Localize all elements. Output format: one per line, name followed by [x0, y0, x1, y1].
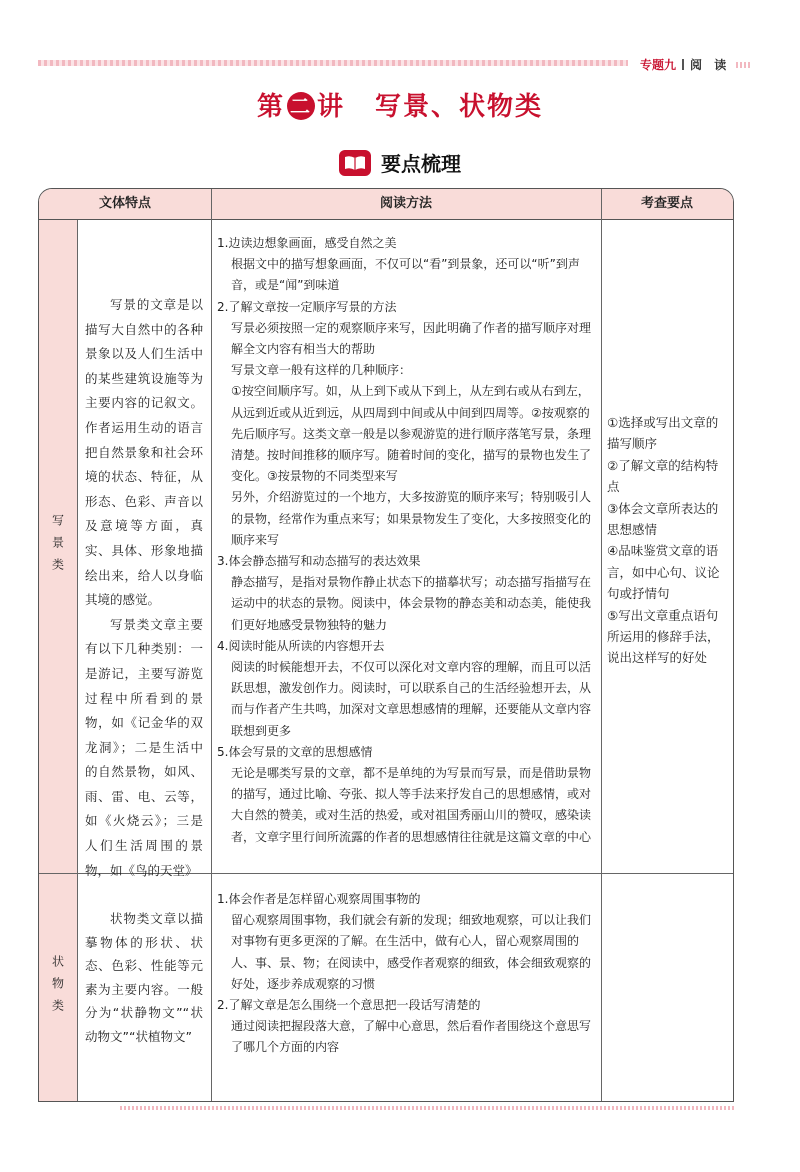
grid-line [77, 220, 78, 1101]
exam-point: ⑤写出文章重点语句所运用的修辞手法，说出这样写的好处 [607, 607, 720, 666]
points-cell-scenery [607, 412, 729, 669]
lecture-number-badge: 二 [287, 92, 315, 120]
exam-point: ②了解文章的结构特点 [607, 457, 719, 495]
section-title-text: 要点梳理 [381, 152, 461, 176]
method-heading: 2.了解文章按一定顺序写景的方法 [217, 299, 397, 314]
header-decor-band [38, 60, 628, 66]
method-heading: 4.阅读时能从所读的内容想开去 [217, 638, 385, 653]
method-body: 无论是哪类写景的文章，都不是单纯的为写景而写景，而是借助景物的描写，通过比喻、夸张、拟人等手法来抒发自己的思想感情，或对大自然的赞美，或对生活的热爱，或对祖国秀丽山川的赞叹，感染读者，文章字里行间所流露的作者的思想感情往往就是这篇文章的中心 [231, 766, 592, 844]
exam-point: ③体会文章所表达的思想感情 [607, 500, 719, 538]
method-body: 另外，介绍游览过的一个地方，大多按游览的顺序来写；特别吸引人的景物，经常作为重点来写；如果景物发生了变化，大多按照变化的顺序来写 [231, 490, 592, 547]
method-body: 写景必须按照一定的观察顺序来写，因此明确了作者的描写顺序对理解全文内容有相当大的帮助 [231, 320, 592, 357]
title-prefix: 第 [256, 92, 285, 122]
method-body: ①按空间顺序写。如，从上到下或从下到上，从左到右或从右到左，从远到近或从近到远，从四周到中间或从中间到四周等。②按观察的先后顺序写。这类文章一般是以参观游览的进行顺序落笔写景，条理清楚。按时间推移的顺序写。随着时间的变化，描写的景物也发生了变化。③按景物的不同类型来写 [231, 384, 592, 484]
method-heading: 5.体会写景的文章的思想感情 [217, 744, 373, 759]
column-header-methods: 阅读方法 [379, 196, 432, 211]
header-separator [682, 59, 684, 70]
feature-paragraph: 写景类文章主要有以下几种类别：一是游记，主要写游览过程中所看到的景物，如《记金华的双龙洞》；二是生活中的自然景物，如风、雨、雷、电、云等，如《火烧云》；三是人们生活周围的景物，如《鸟的天堂》 [85, 616, 203, 878]
grid-line [601, 189, 602, 1101]
method-heading: 1.边读边想象画面，感受自然之美 [217, 236, 397, 250]
method-body: 写景文章一般有这样的几种顺序： [231, 363, 412, 378]
lecture-title [0, 86, 800, 123]
category-label: 写景类 [50, 513, 65, 580]
footer-decor-line [120, 1106, 735, 1110]
title-suffix: 讲 [316, 92, 345, 122]
exam-point: ①选择或写出文章的描写顺序 [607, 415, 719, 452]
method-heading: 3.体会静态描写和动态描写的表达效果 [217, 554, 421, 569]
method-body: 根据文中的描写想象画面，不仅可以“看”到景象，还可以“听”到声音，或是“闻”到味道 [231, 257, 580, 293]
title-name: 写景、状物类 [375, 92, 544, 122]
key-points-table [38, 188, 734, 1102]
features-cell-object [85, 907, 203, 1048]
method-body: 通过阅读把握段落大意，了解中心意思，然后看作者围绕这个意思写了哪几个方面的内容 [231, 1019, 592, 1055]
section-label: 阅 读 [690, 58, 731, 72]
methods-cell-object [217, 889, 595, 1059]
feature-paragraph: 状物类文章以描摹物体的形状、状态、色彩、性能等元素为主要内容。一般分为“状静物文”“状动物文”“状植物文” [85, 911, 203, 1044]
category-label: 状物类 [50, 954, 65, 1021]
header-dots [736, 62, 750, 68]
category-cell-scenery [39, 220, 77, 873]
feature-paragraph: 写景的文章是以描写大自然中的各种景象以及人们生活中的某些建筑设施等为主要内容的记叙文。作者运用生动的语言把自然景象和社会环境的状态、特征，从形态、色彩、声音以及意境等方面，真实、具体、形象地描绘出来，给人以身临其境的感觉。 [85, 297, 203, 608]
running-header [640, 56, 750, 73]
column-header-features: 文体特点 [98, 196, 151, 211]
method-body: 阅读的时候能想开去，不仅可以深化对文章内容的理解，而且可以活跃思想，激发创作力。阅读时，可以联系自己的生活经验想开去，从而与作者产生共鸣，加深对文章思想感情的理解，还要能从文章内容联想到更多 [231, 660, 592, 738]
features-cell-scenery [85, 293, 203, 883]
exam-point: ④品味鉴赏文章的语言，如中心句、议论句或抒情句 [607, 543, 720, 602]
category-cell-object [39, 874, 77, 1101]
open-book-icon [339, 150, 371, 176]
grid-line [211, 189, 212, 1101]
section-heading [0, 148, 800, 177]
method-heading: 1.体会作者是怎样留心观察周围事物的 [217, 892, 421, 906]
topic-label: 专题九 [640, 58, 677, 72]
method-body: 静态描写，是指对景物作静止状态下的描摹状写；动态描写指描写在运动中的状态的景物。阅读中，体会景物的静态美和动态美，能使我们更好地感受景物独特的魅力 [231, 575, 592, 632]
method-body: 留心观察周围事物，我们就会有新的发现；细致地观察，可以让我们对事物有更多更深的了解。在生活中，做有心人，留心观察周围的人、事、景、物；在阅读中，感受作者观察的细致，体会细致观察的好处，逐步养成观察的习惯 [231, 913, 592, 991]
method-heading: 2.了解文章是怎么围绕一个意思把一段话写清楚的 [217, 998, 481, 1013]
column-header-points: 考查要点 [640, 196, 693, 211]
methods-cell-scenery [217, 233, 595, 848]
table-header-row [39, 189, 733, 220]
